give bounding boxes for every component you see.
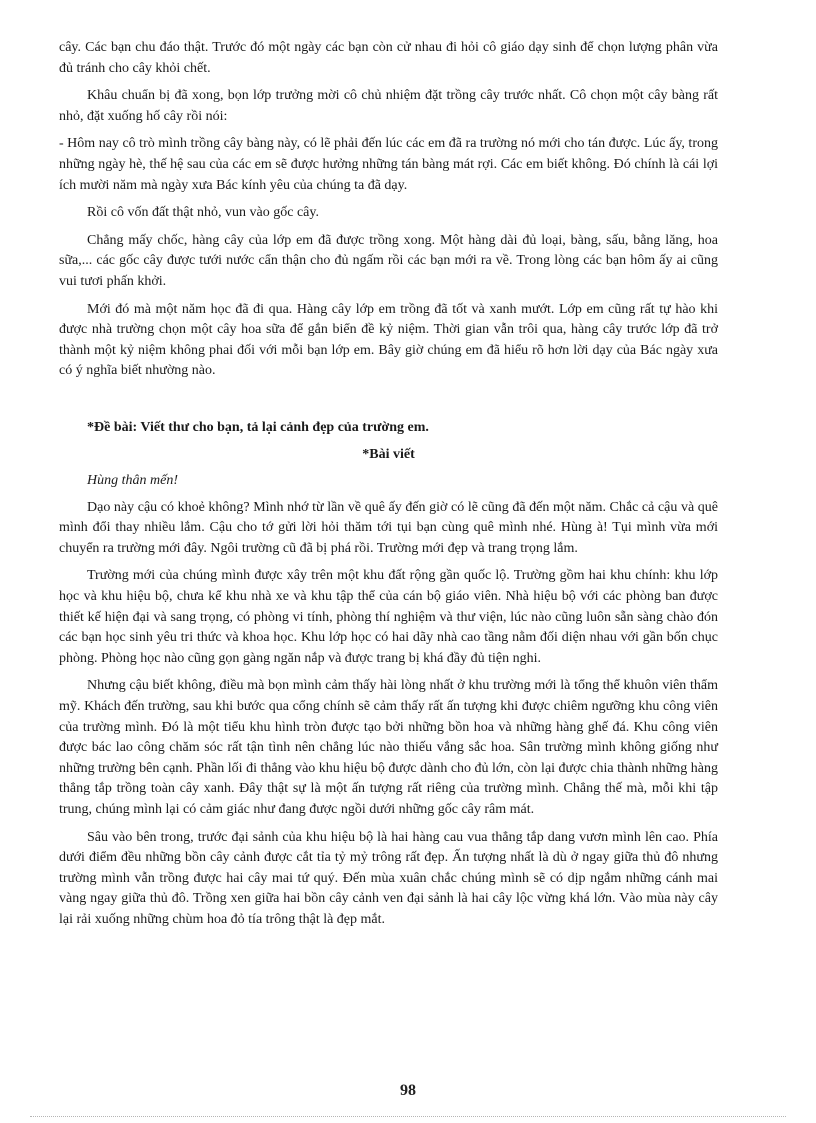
section-gap <box>59 389 718 418</box>
page-number: 98 <box>400 1082 416 1099</box>
paragraph: Nhưng cậu biết không, điều mà bọn mình cảm thấy hài lòng nhất ở khu trường mới là tổng thể khuôn viên thẩm mỹ. Khách đến trường, sau khi bước qua cổng chính sẽ cảm thấy rất ấn tượng khi được chiêm ngưỡng khu công viên của trường mình. Đó là một tiểu khu hình tròn được tạo bởi những bồn hoa và những hàng ghế đá. Khu công viên được bác lao công chăm sóc rất tận tình nên chẳng lúc nào thiếu vắng sắc hoa. Sân trường mình không giống như những trường bên cạnh. Phần lối đi thẳng vào khu hiệu bộ được dành cho đủ lớn, còn lại được chia thành những hàng thẳng tắp trồng toàn cây xanh. Đây thật sự là một ấn tượng rất riêng của trường mình. Chẳng thế mà, mỗi khi tập trung, chúng mình lại có cảm giác như đang được ngồi dưới những gốc cây râm mát. <box>59 678 718 817</box>
paragraph-continuation: cây. Các bạn chu đáo thật. Trước đó một ngày các bạn còn cử nhau đi hỏi cô giáo dạy sinh để chọn lượng phân vừa đủ tránh cho cây khỏi chết. <box>59 40 718 76</box>
paragraph-quote: - Hôm nay cô trò mình trồng cây bàng này, có lẽ phải đến lúc các em đã ra trường nó mới cho tán được. Lúc ấy, trong những ngày hè, thế hệ sau của các em sẽ được hưởng những tán bàng mát rợi. Các em biết không. Đó chính là cái lợi ích mười năm mà ngày xưa Bác kính yêu của chúng ta đã dạy. <box>59 136 718 193</box>
essay-heading: *Bài viết <box>362 446 415 462</box>
essay-topic: *Đề bài: Viết thư cho bạn, tả lại cảnh đẹp của trường em. <box>87 419 429 435</box>
paragraph: Rồi cô vốn đất thật nhỏ, vun vào gốc cây. <box>87 205 319 221</box>
document-page <box>59 38 718 938</box>
paragraph: Khâu chuẩn bị đã xong, bọn lớp trưởng mời cô chủ nhiệm đặt trồng cây trước nhất. Cô chọn một cây bàng rất nhỏ, đặt xuống hố cây rồi nói: <box>59 88 718 124</box>
letter-salutation: Hùng thân mến! <box>87 473 178 489</box>
paragraph: Sâu vào bên trong, trước đại sảnh của khu hiệu bộ là hai hàng cau vua thẳng tắp dang vươn mình lên cao. Phía dưới điểm đều những bồn cây cảnh được cắt tỉa tỷ mỷ trông rất đẹp. Ấn tượng nhất là dù ở ngay giữa thủ đô nhưng trường mình vẫn trồng được hai cây mai tứ quý. Đến mùa xuân chắc chúng mình sẽ có dịp ngắm những cánh mai vàng ngay giữa thủ đô. Trồng xen giữa hai bồn cây cảnh ven đại sảnh là hai cây lộc vừng khá lớn. Vào mùa này cây lại rải xuống những chùm hoa đỏ tía trông thật là đẹp mắt. <box>59 829 718 927</box>
paragraph: Trường mới của chúng mình được xây trên một khu đất rộng gần quốc lộ. Trường gồm hai khu chính: khu lớp học và khu hiệu bộ, chưa kể khu nhà xe và khu tập thể của cán bộ giáo viên. Nhà hiệu bộ với các phòng ban được thiết kế hiện đại và sang trọng, có phòng vi tính, phòng thí nghiệm và thư viện, lúc nào cũng luôn sẵn sàng chào đón các bạn học sinh yêu tri thức và khoa học. Khu lớp học có hai dãy nhà cao tầng nằm đối diện nhau với gần bốn chục phòng. Phòng học nào cũng gọn gàng ngăn nắp và được trang bị khá đầy đủ tiện nghi. <box>59 568 718 666</box>
paragraph: Chẳng mấy chốc, hàng cây của lớp em đã được trồng xong. Một hàng dài đủ loại, bàng, sấu, bằng lăng, hoa sữa,... các gốc cây được tưới nước cẩn thận cho đủ ngấm rồi các bạn mới ra về. Trong lòng các bạn hôm ấy ai cũng vui tươi phấn khởi. <box>59 232 718 289</box>
footer-divider <box>30 1116 786 1117</box>
paragraph: Mới đó mà một năm học đã đi qua. Hàng cây lớp em trồng đã tốt và xanh mướt. Lớp em cũng rất tự hào khi được nhà trường chọn một cây hoa sữa để gắn biển đề kỷ niệm. Thời gian vẫn trôi qua, hàng cây trước lớp đã trở thành một kỷ niệm không phai đối với mỗi bạn lớp em. Bây giờ chúng em đã hiểu rõ hơn lời dạy của Bác ngày xưa có ý nghĩa biết nhường nào. <box>59 301 718 379</box>
paragraph: Dạo này cậu có khoẻ không? Mình nhớ từ lần về quê ấy đến giờ có lẽ cũng đã đến một năm. Chắc cả cậu và quê mình đổi thay nhiều lắm. Cậu cho tớ gửi lời hỏi thăm tới tụi bạn cùng quê mình nhé. Hùng à! Tụi mình vừa mới chuyển ra trường mới đây. Ngôi trường cũ đã bị phá rồi. Trường mới đẹp và trang trọng lắm. <box>59 499 718 556</box>
